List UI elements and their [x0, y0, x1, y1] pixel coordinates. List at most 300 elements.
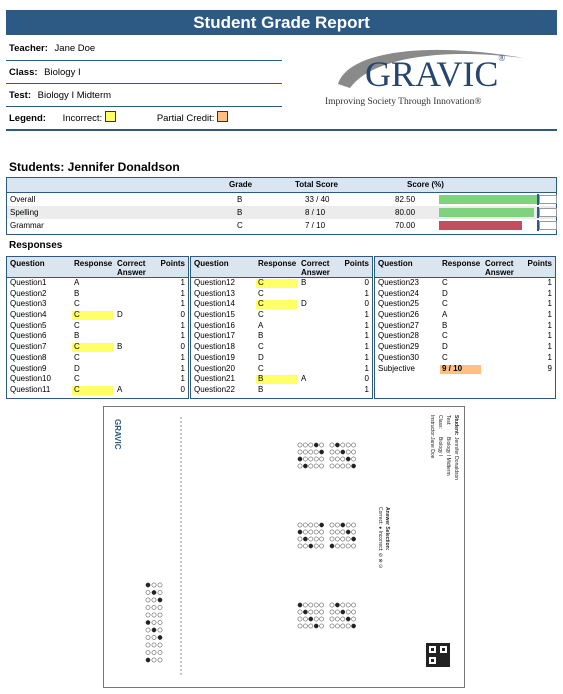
category-label: Grammar: [10, 221, 44, 230]
answer-bubble: [352, 464, 356, 468]
answer-bubble: [330, 464, 334, 468]
question-name: Question23: [378, 278, 419, 287]
answer-bubble: [298, 457, 302, 461]
answer-bubble: [346, 523, 350, 527]
response-value: C: [258, 278, 264, 287]
answer-bubble: [303, 603, 307, 607]
answer-bubble: [298, 443, 302, 447]
question-name: Question29: [378, 342, 419, 352]
answer-bubble: [298, 610, 302, 614]
question-header: Question: [10, 259, 45, 268]
response-row: [7, 278, 188, 289]
answer-bubble: [298, 624, 302, 628]
answer-bubble: [146, 590, 150, 594]
answer-bubble: [298, 617, 302, 621]
answer-bubble: [320, 523, 324, 527]
answer-bubble: [314, 617, 318, 621]
response-value: D: [442, 288, 448, 298]
points-value: 0: [364, 374, 369, 384]
percent-value: 80.00: [395, 208, 416, 217]
question-name: Question19: [194, 352, 235, 362]
score-bar-fill: [439, 195, 537, 204]
question-name: Question4: [10, 310, 47, 320]
answer-bubble: [330, 530, 334, 534]
response-value: A: [258, 320, 264, 330]
answer-bubble: [309, 530, 313, 534]
response-value: B: [74, 288, 80, 298]
points-value: 1: [364, 352, 369, 362]
points-value: 0: [364, 278, 369, 287]
total-score-value: 8 / 10: [305, 208, 326, 217]
response-row: [191, 299, 372, 310]
answer-bubble: [158, 643, 162, 647]
legend-partial-label: Partial Credit:: [156, 113, 215, 124]
question-name: Question11: [10, 384, 51, 394]
response-value: A: [74, 278, 80, 287]
response-value: C: [258, 288, 264, 298]
answer-bubble: [298, 544, 302, 548]
question-name: Question21: [194, 374, 235, 384]
answer-bubble: [309, 537, 313, 541]
answer-bubble: [352, 537, 356, 541]
answer-bubble: [309, 523, 313, 527]
answer-bubble: [346, 624, 350, 628]
response-value: D: [74, 363, 80, 373]
response-row: [191, 342, 372, 353]
answer-bubble: [320, 610, 324, 614]
response-value: C: [74, 310, 80, 320]
answer-bubble: [330, 523, 334, 527]
answer-bubble: [309, 450, 313, 454]
points-value: 1: [180, 278, 185, 287]
points-value: 1: [364, 384, 369, 394]
answer-bubble: [314, 537, 318, 541]
response-row: [7, 353, 188, 364]
answer-bubble: [346, 457, 350, 461]
question-name: Question30: [378, 352, 419, 362]
response-value: C: [442, 352, 448, 362]
answer-bubble: [152, 650, 156, 654]
response-row: [191, 385, 372, 396]
question-name: Question8: [10, 352, 47, 362]
answer-bubble: [346, 537, 350, 541]
answer-bubble: [298, 530, 302, 534]
answer-bubble: [352, 450, 356, 454]
answer-bubble: [346, 464, 350, 468]
answer-bubble: [335, 443, 339, 447]
grade-header: Grade: [229, 180, 253, 189]
grade-value: B: [237, 195, 243, 204]
points-value: 1: [364, 363, 369, 373]
logo-registered: ®: [498, 53, 506, 63]
answer-bubble: [320, 464, 324, 468]
answer-bubble: [320, 530, 324, 534]
points-value: 1: [547, 288, 552, 298]
answer-bubble: [330, 544, 334, 548]
legend-incorrect-swatch: [105, 111, 116, 122]
score-bar: [439, 221, 557, 230]
answer-bubble: [352, 617, 356, 621]
response-row: [191, 310, 372, 321]
points-value: 9: [547, 363, 552, 373]
score-bar-track: [539, 195, 557, 204]
answer-header: Answer: [485, 268, 514, 277]
percent-value: 70.00: [395, 221, 416, 230]
points-value: 1: [180, 331, 185, 341]
answer-bubble: [146, 650, 150, 654]
answer-bubble: [352, 457, 356, 461]
answer-bubble: [146, 613, 150, 617]
score-summary-table: [6, 177, 557, 235]
points-value: 1: [180, 299, 185, 309]
summary-row: [7, 219, 556, 232]
answer-bubble: [314, 464, 318, 468]
response-value: C: [442, 278, 448, 287]
answer-bubble: [309, 443, 313, 447]
answer-bubble: [320, 537, 324, 541]
answer-bubble: [314, 603, 318, 607]
answer-bubble: [314, 450, 318, 454]
percent-value: 82.50: [395, 195, 416, 204]
sheet-instructor-label: Instructor:: [429, 415, 435, 438]
points-value: 1: [364, 310, 369, 320]
answer-bubble: [330, 603, 334, 607]
question-name: Question18: [194, 342, 235, 352]
sheet-answer-selection: Answer Selection:: [384, 507, 390, 551]
response-row: [7, 310, 188, 321]
correct-header: Correct: [117, 259, 146, 268]
answer-bubble: [335, 617, 339, 621]
logo-name: GRAVIC: [365, 54, 499, 94]
answer-bubble: [346, 610, 350, 614]
test-label: Test:: [9, 90, 31, 101]
answer-bubble: [352, 530, 356, 534]
qr-dot: [431, 648, 434, 651]
response-row: [191, 331, 372, 342]
answer-bubble: [314, 523, 318, 527]
grade-value: B: [237, 208, 243, 217]
sheet-instructor-value: Jane Doe: [429, 437, 435, 459]
answer-bubble: [309, 617, 313, 621]
answer-bubble: [158, 613, 162, 617]
summary-header: [7, 178, 556, 193]
answer-bubble: [303, 457, 307, 461]
answer-bubble: [303, 464, 307, 468]
response-row: [191, 321, 372, 332]
response-row: [7, 374, 188, 385]
responses-header: [7, 257, 188, 278]
answer-bubble: [335, 624, 339, 628]
response-value: C: [74, 342, 80, 352]
correct-answer-value: B: [301, 278, 307, 287]
answer-bubble: [341, 624, 345, 628]
answer-bubble: [330, 617, 334, 621]
response-header: Response: [258, 259, 297, 268]
answer-bubble: [335, 457, 339, 461]
responses-heading: Responses: [9, 240, 63, 251]
score-bar: [439, 195, 557, 204]
answer-bubble: [303, 530, 307, 534]
responses-header: [375, 257, 555, 278]
correct-answer-value: D: [117, 310, 123, 320]
sheet-student-value: Jennifer Donaldson: [453, 437, 459, 481]
points-value: 1: [547, 299, 552, 309]
answer-sheet-image: [104, 407, 464, 687]
response-value: C: [74, 384, 80, 394]
points-value: 1: [547, 278, 552, 287]
question-name: Question26: [378, 310, 419, 320]
class-label: Class:: [9, 67, 38, 78]
class-value: Biology I: [44, 67, 81, 78]
responses-table-3: [374, 256, 556, 399]
points-value: 1: [180, 374, 185, 384]
total-score-value: 7 / 10: [305, 221, 326, 230]
response-row: [191, 289, 372, 300]
answer-header: Answer: [301, 268, 330, 277]
answer-bubble: [158, 590, 162, 594]
question-name: Question9: [10, 363, 47, 373]
answer-bubble: [158, 605, 162, 609]
answer-bubble: [158, 598, 162, 602]
response-value: B: [258, 384, 264, 394]
response-value: B: [442, 320, 448, 330]
question-name: Question25: [378, 299, 419, 309]
response-header: Response: [442, 259, 481, 268]
question-name: Question27: [378, 320, 419, 330]
score-bar-fill: [439, 208, 534, 217]
answer-bubble: [330, 610, 334, 614]
points-value: 1: [547, 331, 552, 341]
divider: [6, 83, 282, 84]
points-header: Points: [527, 259, 552, 268]
question-name: Subjective: [378, 363, 415, 373]
response-row: [375, 321, 555, 332]
answer-bubble: [314, 624, 318, 628]
scanned-answer-sheet: [103, 406, 465, 688]
answer-bubble: [341, 523, 345, 527]
summary-row: [7, 206, 556, 219]
answer-bubble: [303, 544, 307, 548]
answer-bubble: [298, 523, 302, 527]
question-name: Question15: [194, 310, 235, 320]
correct-header: Correct: [485, 259, 514, 268]
answer-bubble: [152, 635, 156, 639]
answer-bubble: [352, 624, 356, 628]
answer-bubble: [346, 544, 350, 548]
response-row: [375, 310, 555, 321]
sheet-test-value: Biology I Midterm: [445, 437, 451, 476]
answer-bubble: [314, 457, 318, 461]
answer-bubble: [352, 603, 356, 607]
answer-bubble: [152, 598, 156, 602]
answer-bubble: [320, 617, 324, 621]
response-row: [191, 278, 372, 289]
answer-bubble: [146, 583, 150, 587]
sheet-logo: GRAVIC: [113, 419, 122, 450]
answer-bubble: [335, 450, 339, 454]
response-value: C: [74, 352, 80, 362]
score-bar-track: [539, 208, 557, 217]
answer-bubble: [298, 464, 302, 468]
answer-bubble: [158, 658, 162, 662]
legend-incorrect-label: Incorrect:: [62, 113, 103, 124]
answer-bubble: [335, 610, 339, 614]
class-row: [9, 62, 283, 84]
answer-bubble: [303, 617, 307, 621]
responses-table-1: [6, 256, 189, 399]
points-value: 1: [180, 288, 185, 298]
qr-dot: [442, 648, 445, 651]
response-value: C: [442, 331, 448, 341]
answer-bubble: [335, 603, 339, 607]
legend-label: Legend:: [9, 113, 46, 124]
answer-bubble: [346, 530, 350, 534]
points-value: 1: [180, 320, 185, 330]
answer-bubble: [303, 624, 307, 628]
points-value: 1: [364, 320, 369, 330]
answer-bubble: [346, 450, 350, 454]
correct-answer-value: A: [117, 384, 123, 394]
legend-partial-swatch: [217, 111, 228, 122]
answer-bubble: [152, 643, 156, 647]
score-bar: [439, 208, 557, 217]
score-bar-track: [539, 221, 557, 230]
summary-row: [7, 193, 556, 206]
question-name: Question10: [10, 374, 51, 384]
total-header: Total Score: [295, 180, 338, 189]
answer-bubble: [146, 598, 150, 602]
answer-bubble: [335, 464, 339, 468]
answer-bubble: [330, 537, 334, 541]
response-row: [7, 364, 188, 375]
response-row: [7, 299, 188, 310]
category-label: Overall: [10, 195, 36, 204]
response-value: D: [442, 342, 448, 352]
response-value: B: [258, 374, 264, 384]
question-name: Question6: [10, 331, 47, 341]
answer-bubble: [309, 464, 313, 468]
answer-bubble: [152, 590, 156, 594]
question-name: Question3: [10, 299, 47, 309]
response-row: [7, 331, 188, 342]
response-row: [375, 353, 555, 364]
answer-bubble: [152, 620, 156, 624]
answer-bubble: [320, 450, 324, 454]
answer-bubble: [309, 610, 313, 614]
sheet-class-value: Biology I: [437, 437, 443, 457]
response-value: D: [258, 352, 264, 362]
response-row: [191, 364, 372, 375]
question-name: Question14: [194, 299, 235, 309]
answer-bubble: [309, 624, 313, 628]
points-value: 0: [180, 310, 185, 320]
points-value: 1: [364, 342, 369, 352]
answer-bubble: [341, 443, 345, 447]
answer-bubble: [335, 537, 339, 541]
grade-value: C: [237, 221, 243, 230]
answer-bubble: [309, 544, 313, 548]
answer-bubble: [352, 610, 356, 614]
response-value: A: [442, 310, 448, 320]
answer-bubble: [341, 617, 345, 621]
answer-bubble: [298, 603, 302, 607]
question-name: Question16: [194, 320, 235, 330]
teacher-label: Teacher:: [9, 43, 48, 54]
question-name: Question17: [194, 331, 235, 341]
response-row: [375, 289, 555, 300]
response-value: C: [74, 320, 80, 330]
answer-bubble: [158, 620, 162, 624]
answer-bubble: [335, 530, 339, 534]
answer-bubble: [158, 635, 162, 639]
responses-table-2: [190, 256, 373, 399]
correct-header: Correct: [301, 259, 330, 268]
question-name: Question22: [194, 384, 235, 394]
response-value: 9 / 10: [442, 363, 463, 373]
answer-bubble: [346, 443, 350, 447]
answer-bubble: [352, 544, 356, 548]
points-value: 0: [364, 299, 369, 309]
sheet-class-label: Class:: [437, 415, 443, 429]
divider: [6, 129, 557, 131]
answer-bubble: [352, 443, 356, 447]
points-value: 1: [364, 288, 369, 298]
response-row: [191, 374, 372, 385]
points-value: 1: [180, 363, 185, 373]
correct-answer-value: B: [117, 342, 123, 352]
response-row: [375, 331, 555, 342]
answer-bubble: [146, 643, 150, 647]
answer-bubble: [320, 457, 324, 461]
answer-bubble: [152, 605, 156, 609]
response-value: B: [74, 331, 80, 341]
response-row: [7, 342, 188, 353]
response-header: Response: [74, 259, 113, 268]
answer-bubble: [303, 443, 307, 447]
response-value: C: [74, 374, 80, 384]
correct-answer-value: D: [301, 299, 307, 309]
answer-bubble: [152, 628, 156, 632]
question-name: Question7: [10, 342, 47, 352]
answer-bubble: [320, 624, 324, 628]
answer-bubble: [146, 635, 150, 639]
answer-bubble: [158, 650, 162, 654]
response-row: [375, 278, 555, 289]
answer-bubble: [352, 523, 356, 527]
points-header: Points: [344, 259, 369, 268]
points-value: 1: [180, 352, 185, 362]
answer-bubble: [303, 610, 307, 614]
answer-bubble: [314, 443, 318, 447]
question-header: Question: [378, 259, 413, 268]
response-value: C: [442, 299, 448, 309]
answer-bubble: [341, 537, 345, 541]
question-name: Question12: [194, 278, 235, 287]
answer-bubble: [146, 628, 150, 632]
answer-bubble: [158, 628, 162, 632]
answer-bubble: [303, 537, 307, 541]
question-name: Question24: [378, 288, 419, 298]
answer-bubble: [330, 624, 334, 628]
answer-bubble: [341, 544, 345, 548]
answer-bubble: [320, 443, 324, 447]
question-name: Question2: [10, 288, 47, 298]
question-name: Question20: [194, 363, 235, 373]
response-value: C: [258, 310, 264, 320]
response-value: C: [258, 342, 264, 352]
answer-bubble: [314, 544, 318, 548]
test-row: [9, 85, 283, 107]
